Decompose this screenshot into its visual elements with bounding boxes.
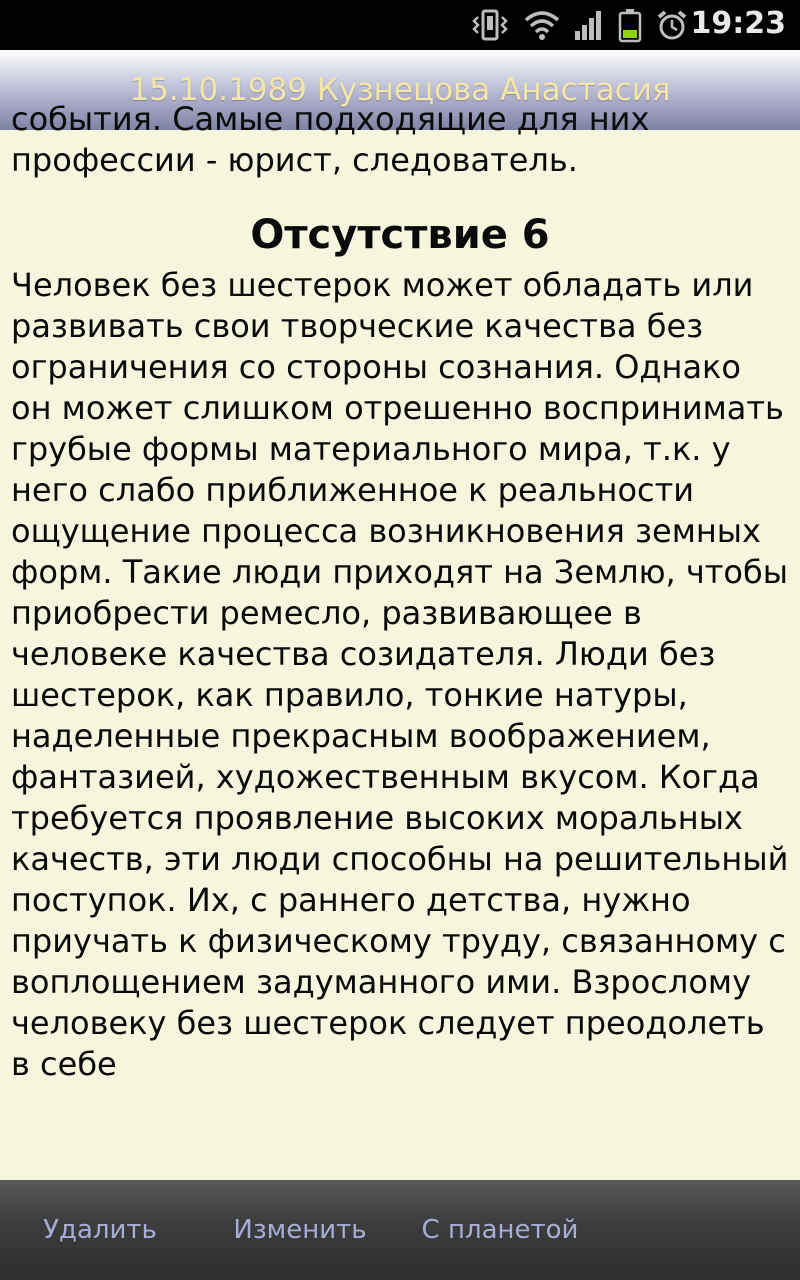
edit-button[interactable]: Изменить <box>233 1215 367 1245</box>
bottom-fade <box>0 1140 800 1180</box>
section-heading: Отсутствие 6 <box>250 212 550 258</box>
alarm-icon <box>656 9 688 41</box>
with-planet-button[interactable]: С планетой <box>421 1215 579 1245</box>
status-icons <box>470 7 688 43</box>
text-paragraph: Человек без шестерок может обладать или развивать свои творческие качества без ограничения со стороны сознания. Однако он может слишком отрешенно воспринимать грубые формы материального мира, т.к. у него слабо приближенное к реальности ощущение процесса возникновения земных форм. Такие люди приходят на Землю, чтобы приобрести ремесло, развивающее в человеке качества созидателя. Люди без шестерок, как правило, тонкие натуры, наделенные прекрасным воображением, фантазией, художественным вкусом. Когда требуется проявление высоких моральных качеств, эти люди способны на решительный поступок. Их, с раннего детства, нужно приучать к физическому труду, связанному с воплощением задуманного ими. Взрослому человеку без шестерок следует преодолеть в себе <box>11 266 789 1083</box>
page-title: 15.10.1989 Кузнецова Анастасия <box>129 72 671 108</box>
options-menu <box>0 1180 800 1280</box>
status-bar <box>0 0 800 50</box>
signal-icon <box>574 9 604 41</box>
delete-button[interactable]: Удалить <box>43 1215 157 1245</box>
content-text <box>11 99 791 1085</box>
vibrate-icon <box>470 8 510 42</box>
status-time: 19:23 <box>690 6 786 41</box>
battery-icon <box>618 8 642 42</box>
content-scroll-area[interactable] <box>0 100 800 1180</box>
text-paragraph-partial: события. Самые подходящие для них профессии - юрист, следователь. <box>11 100 650 179</box>
wifi-icon <box>524 9 560 41</box>
